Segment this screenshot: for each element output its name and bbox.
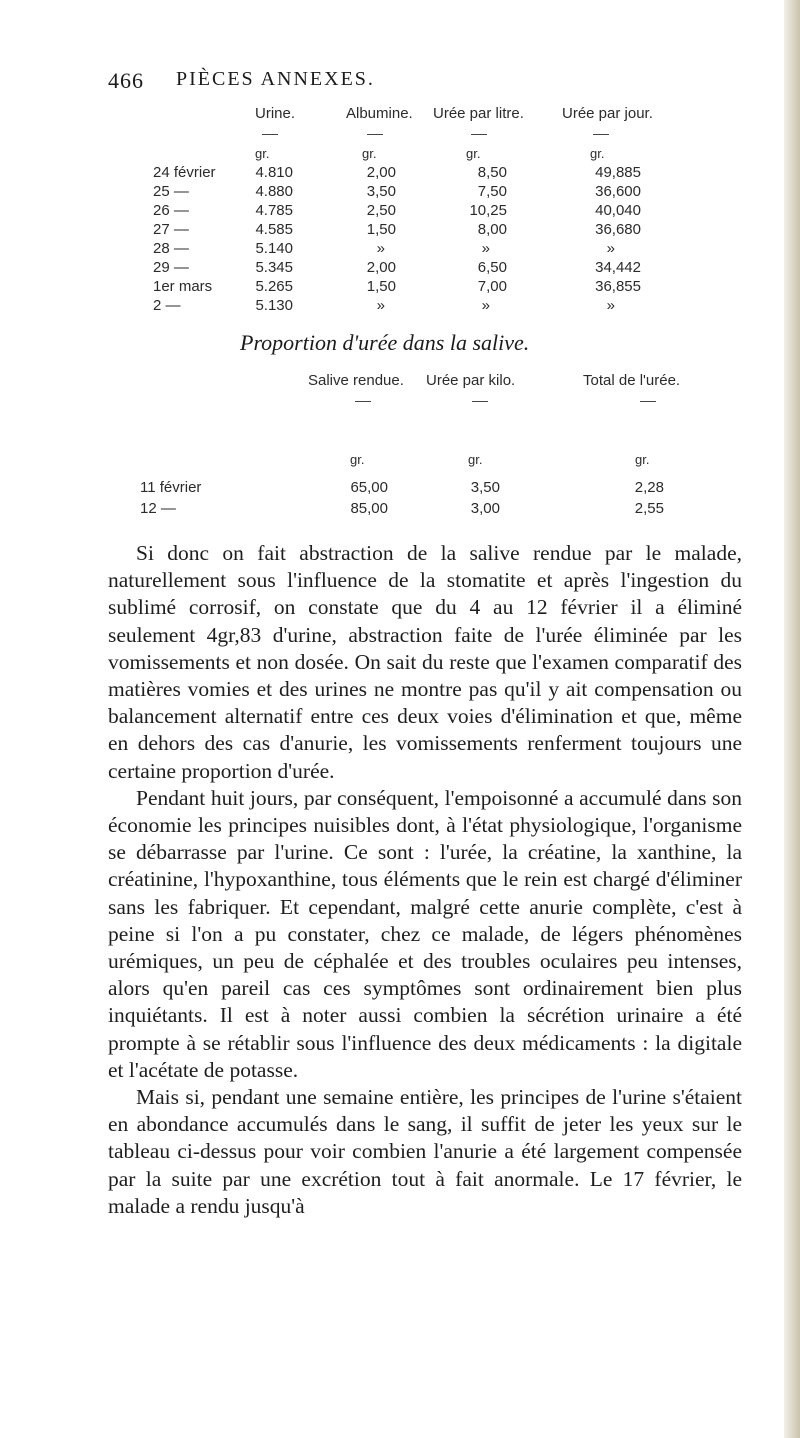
albumine-value: »: [376, 297, 385, 314]
uree-jour-value: 36,600: [595, 183, 641, 200]
row-label: 27 —: [153, 221, 189, 238]
uree-jour-value: 40,040: [595, 202, 641, 219]
uree-jour-value: 36,680: [595, 221, 641, 238]
urine-value: 5.265: [255, 278, 293, 295]
body-text: [108, 540, 742, 1220]
paragraph: Si donc on fait abstraction de la salive rendue par le malade, naturellement sous l'influence de la stomatite et après l'ingestion du sublimé corrosif, on constate que du 4 au 12 février il a éliminé seulement 4gr,83 d'urine, abstraction faite de l'urée éliminée par les vomissements et non dosée. On sait du reste que l'examen comparatif des matières vomies et des urines ne montre pas qu'il y ait compensation ou balancement alternatif entre ces deux voies d'élimination et que, même en dehors des cas d'anurie, les vomissements renferment toujours une certaine proportion d'urée.: [108, 541, 742, 783]
albumine-value: 1,50: [366, 278, 396, 295]
unit-label: gr.: [350, 452, 365, 467]
uree-litre-value: 7,50: [477, 183, 507, 200]
albumine-value: »: [376, 240, 385, 257]
uree-kilo-value: 3,00: [470, 500, 500, 517]
unit-label: gr.: [466, 146, 481, 161]
column-header: Salive rendue.: [308, 372, 404, 389]
column-header: Urée par jour.: [562, 105, 653, 122]
uree-litre-value: 7,00: [477, 278, 507, 295]
column-header: Urine.: [255, 105, 296, 122]
unit-label: gr.: [362, 146, 377, 161]
column-header: Urée par kilo.: [426, 372, 516, 389]
uree-litre-value: 8,00: [477, 221, 507, 238]
running-title: PIÈCES ANNEXES.: [176, 68, 375, 90]
uree-kilo-value: 3,50: [470, 479, 500, 496]
column-header: Urée par litre.: [433, 105, 524, 122]
unit-label: gr.: [590, 146, 605, 161]
albumine-value: 2,00: [366, 259, 396, 276]
uree-jour-value: »: [606, 297, 615, 314]
column-header: Total de l'urée.: [583, 372, 681, 389]
uree-litre-value: 8,50: [477, 164, 507, 181]
paragraph: Pendant huit jours, par conséquent, l'empoisonné a accumulé dans son économie les principes nuisibles dont, à l'état physiologique, l'organisme se débarrasse par l'urine. Ce sont : l'urée, la créatine, la xanthine, la créatinine, l'hypoxanthine, tous éléments que le rein est chargé d'éliminer sans les fabriquer. Et cependant, malgré cette anurie complète, c'est à peine si l'on a pu constater, chez ce malade, de légers phénomènes urémiques, un peu de céphalée et des troubles oculaires peu intenses, alors qu'en pareil cas ces symptômes sont ordinairement bien plus inquiétants. Il est à noter aussi combien la sécrétion urinaire a été prompte à se rétablir sous l'influence des deux médicaments : la digitale et l'acétate de potasse.: [108, 785, 742, 1082]
row-label: 24 février: [153, 164, 216, 181]
row-label: 28 —: [153, 240, 189, 257]
salive-value: 65,00: [350, 479, 388, 496]
row-label: 11 février: [140, 479, 202, 496]
uree-jour-value: 49,885: [595, 164, 641, 181]
urine-value: 5.345: [255, 259, 293, 276]
uree-litre-value: »: [481, 240, 490, 257]
row-label: 26 —: [153, 202, 189, 219]
uree-jour-value: 34,442: [595, 259, 641, 276]
header-dash: [472, 401, 488, 402]
row-label: 1er mars: [153, 278, 213, 295]
column-header: Albumine.: [346, 105, 413, 122]
urine-value: 4.585: [255, 221, 293, 238]
uree-litre-value: 6,50: [477, 259, 507, 276]
urine-value: 4.880: [255, 183, 293, 200]
total-uree-value: 2,28: [634, 479, 664, 496]
total-uree-value: 2,55: [634, 500, 664, 517]
uree-jour-value: »: [606, 240, 615, 257]
row-label: 25 —: [153, 183, 189, 200]
row-label: 2 —: [153, 297, 181, 314]
unit-label: gr.: [255, 146, 270, 161]
urine-value: 5.130: [255, 297, 293, 314]
unit-label: gr.: [468, 452, 483, 467]
page-number: 466: [108, 68, 144, 93]
albumine-value: 2,50: [366, 202, 396, 219]
urine-value: 5.140: [255, 240, 293, 257]
paragraph: Mais si, pendant une semaine entière, les principes de l'urine s'étaient en abondance accumulés dans le sang, il suffit de jeter les yeux sur le tableau ci-dessus pour voir combien l'anurie a été largement compensée par la suite par une excrétion tout à fait anormale. Le 17 février, le malade a rendu jusqu'à: [108, 1085, 742, 1218]
section-title: Proportion d'urée dans la salive.: [240, 330, 530, 355]
uree-litre-value: 10,25: [469, 202, 507, 219]
uree-litre-value: »: [481, 297, 490, 314]
urine-value: 4.810: [255, 164, 293, 181]
salive-table: [0, 0, 800, 530]
row-label: 29 —: [153, 259, 189, 276]
row-label: 12 —: [140, 500, 176, 517]
header-dash: [640, 401, 656, 402]
albumine-value: 1,50: [366, 221, 396, 238]
albumine-value: 3,50: [366, 183, 396, 200]
urine-value: 4.785: [255, 202, 293, 219]
salive-value: 85,00: [350, 500, 388, 517]
header-dash: [355, 401, 371, 402]
unit-label: gr.: [635, 452, 650, 467]
uree-jour-value: 36,855: [595, 278, 641, 295]
albumine-value: 2,00: [366, 164, 396, 181]
